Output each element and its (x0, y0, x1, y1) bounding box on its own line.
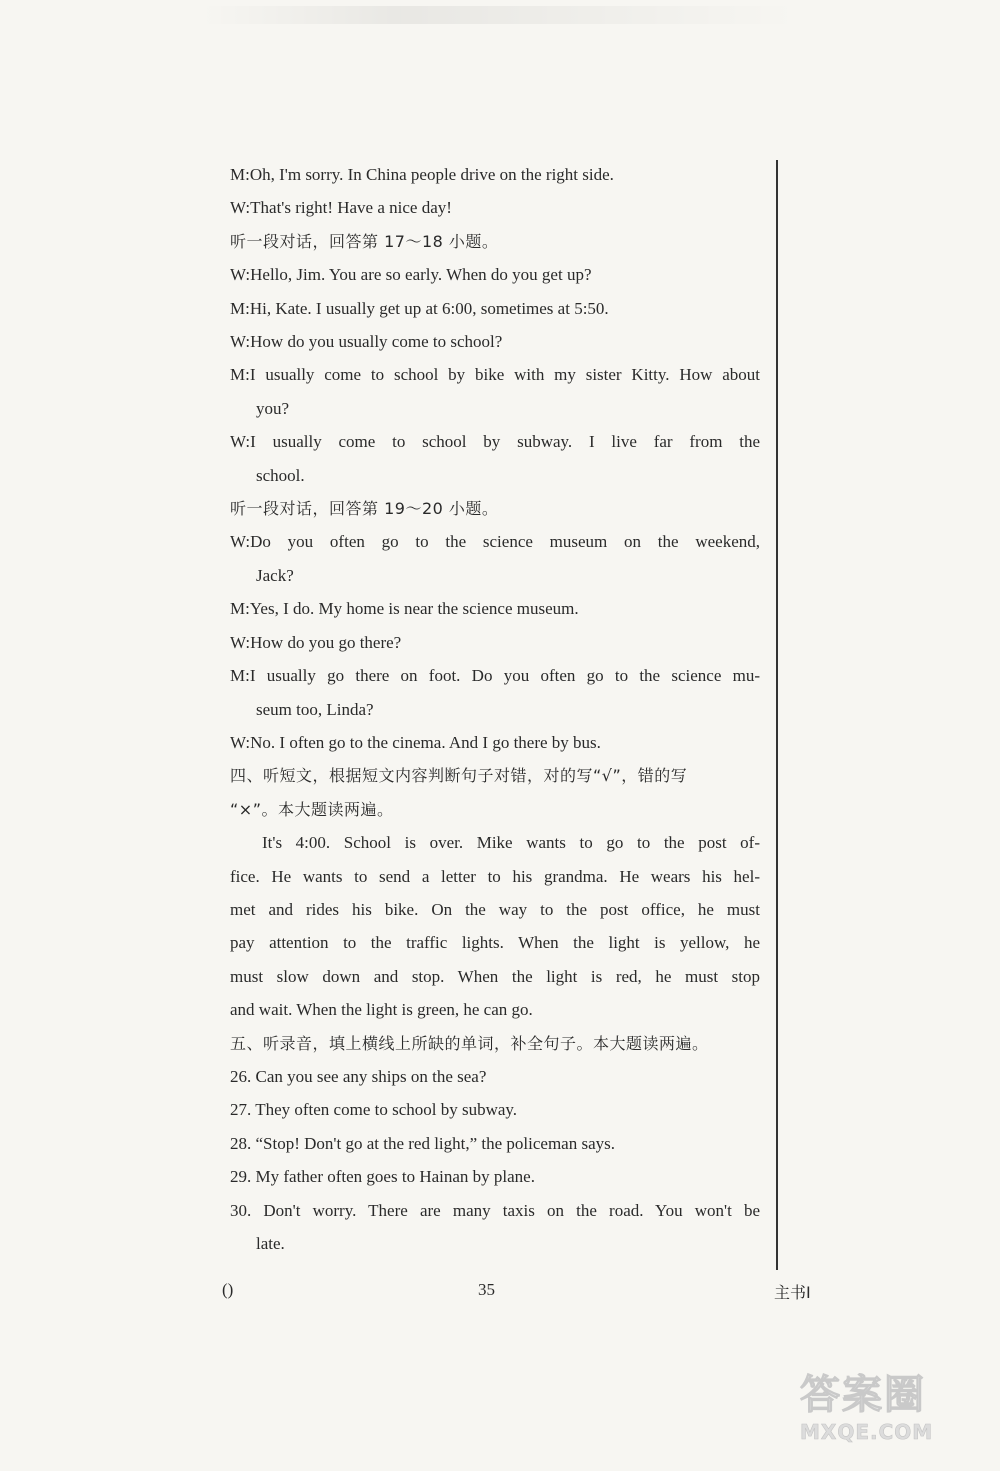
text-line: M:Oh, I'm sorry. In China people drive on the right side. (230, 165, 614, 184)
text-line: 29. My father often goes to Hainan by plane. (230, 1167, 535, 1187)
text-line: met and rides his bike. On the way to the post office, he must (230, 899, 760, 919)
text-line: 听一段对话，回答第 17～18 小题。 (230, 231, 499, 251)
text-line: late. (256, 1234, 285, 1253)
text-line: M:I usually come to school by bike with my sister Kitty. How about (230, 365, 760, 385)
text-line: Jack? (256, 565, 294, 585)
page-number: 35 (478, 1280, 495, 1299)
watermark-title: 答案圈 (800, 1372, 926, 1418)
text-line: W:Do you often go to the science museum on the weekend, (230, 532, 760, 552)
text-line: 五、听录音，填上横线上所缺的单词，补全句子。本大题读两遍。 (230, 1033, 709, 1053)
text-line: M:I usually go there on foot. Do you often go to the science mu- (230, 666, 760, 686)
text-line: school. (256, 465, 305, 485)
text-line: must slow down and stop. When the light is red, he must stop (230, 966, 760, 986)
watermark-logo (800, 1372, 980, 1464)
text-line: W:Hello, Jim. You are so early. When do you get up? (230, 265, 592, 285)
text-line: M:Yes, I do. My home is near the science museum. (230, 599, 579, 619)
text-line: W:How do you go there? (230, 632, 402, 652)
footer-left-mark: () (222, 1280, 234, 1299)
text-line: 四、听短文，根据短文内容判断句子对错，对的写“√”，错的写 (230, 766, 688, 786)
text-line: you? (256, 398, 290, 418)
page-body (230, 158, 760, 1260)
text-line: M:Hi, Kate. I usually get up at 6:00, sometimes at 5:50. (230, 298, 609, 318)
text-line: “×”。本大题读两遍。 (230, 799, 394, 819)
text-line: 28. “Stop! Don't go at the red light,” the policeman says. (230, 1133, 616, 1153)
text-line: 27. They often come to school by subway. (230, 1100, 518, 1120)
watermark-url: MXQE.COM (800, 1420, 934, 1444)
text-line: 30. Don't worry. There are many taxis on the road. You won't be (230, 1200, 760, 1220)
text-line: 听一段对话，回答第 19～20 小题。 (230, 499, 499, 519)
text-line: W:No. I often go to the cinema. And I go there by bus. (230, 732, 601, 752)
margin-rule (776, 160, 778, 1270)
text-line: 26. Can you see any ships on the sea? (230, 1066, 487, 1086)
text-line: pay attention to the traffic lights. When the light is yellow, he (230, 933, 760, 953)
text-line: W:That's right! Have a nice day! (230, 198, 452, 218)
footer-right-mark: 主书I (774, 1283, 811, 1302)
text-line: and wait. When the light is green, he can go. (230, 1000, 533, 1020)
text-line: W:How do you usually come to school? (230, 332, 503, 352)
text-line: W:I usually come to school by subway. I live far from the (230, 432, 760, 452)
text-line: fice. He wants to send a letter to his grandma. He wears his hel- (230, 866, 760, 886)
text-line: seum too, Linda? (256, 699, 374, 719)
text-line: It's 4:00. School is over. Mike wants to go to the post of- (262, 833, 760, 853)
scan-artifact (200, 6, 800, 24)
